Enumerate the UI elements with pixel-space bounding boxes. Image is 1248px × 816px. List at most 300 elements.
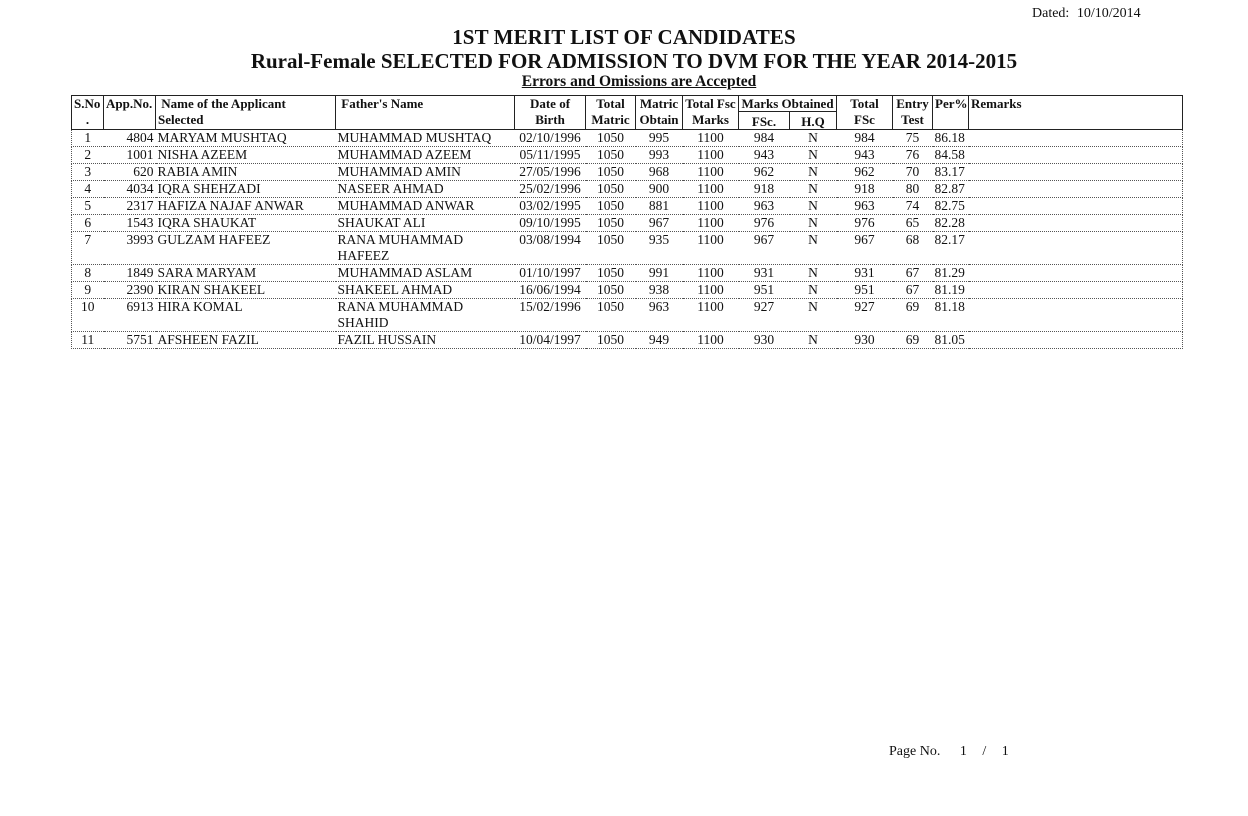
col-header-total-fsc-marks-line2: Marks [683,112,739,130]
cell-mobtain [636,198,683,215]
cell-app-text: 620 [133,164,154,179]
page-separator: / [982,744,987,759]
cell-hq-text: N [808,215,818,230]
table-row [72,232,1183,265]
dated-label: Dated: [1032,6,1070,21]
cell-dob-text: 02/10/1996 [519,130,581,145]
cell-entry [893,147,933,164]
cell-tmatric [586,147,636,164]
cell-sno [72,232,104,265]
cell-tfsc [683,181,739,198]
cell-per-text: 81.18 [934,299,965,314]
page-total: 1 [1001,744,1009,759]
cell-father-text: FAZIL HUSSAIN [337,332,437,347]
cell-totfsc-text: 930 [854,332,875,347]
cell-hq [790,332,837,349]
cell-totfsc [837,130,893,147]
cell-fsc-text: 951 [753,282,775,297]
cell-dob-text: 03/02/1995 [519,198,581,213]
cell-totfsc-text: 962 [854,164,875,179]
cell-father [336,147,515,164]
cell-sno-text: 8 [84,265,92,280]
col-header-entry-test: Entry [893,96,933,112]
cell-app-text: 2390 [126,282,154,297]
cell-fsc-text: 931 [753,265,775,280]
cell-app-text: 2317 [126,198,154,213]
cell-app [104,299,156,332]
merit-list-body [72,130,1183,349]
cell-remarks [969,265,1183,282]
cell-per [933,198,969,215]
cell-app [104,164,156,181]
cell-entry [893,164,933,181]
cell-mobtain-text: 935 [648,232,670,247]
cell-mobtain-text: 968 [648,164,670,179]
col-header-total-matric-line2: Matric [586,112,636,130]
col-header-total-fsc-line2: FSc [837,112,893,130]
cell-hq-text: N [808,282,818,297]
cell-father-text: SHAKEEL AHMAD [337,282,453,297]
cell-father2-text: HAFEEZ [337,248,390,263]
cell-name-text: IQRA SHAUKAT [157,215,257,230]
cell-tfsc [683,147,739,164]
cell-entry-text: 76 [905,147,920,162]
table-row [72,282,1183,299]
cell-sno [72,147,104,164]
cell-tfsc-text: 1100 [697,181,724,196]
cell-dob [515,215,586,232]
cell-totfsc-text: 918 [854,181,875,196]
cell-father-text: RANA MUHAMMAD [337,232,464,247]
cell-tfsc-text: 1100 [697,198,724,213]
cell-per [933,164,969,181]
cell-totfsc [837,282,893,299]
col-header-total-fsc-marks: Total Fsc [683,96,739,112]
cell-app-text: 1001 [126,147,154,162]
cell-entry-text: 65 [905,215,920,230]
cell-app-text: 3993 [126,232,154,247]
page-number [889,744,1009,760]
col-header-total-matric: Total [586,96,636,112]
cell-tmatric [586,181,636,198]
cell-sno-text: 9 [84,282,92,297]
cell-entry [893,215,933,232]
cell-remarks [969,147,1183,164]
cell-tmatric [586,265,636,282]
cell-dob [515,332,586,349]
cell-per-text: 82.75 [934,198,965,213]
table-row [72,215,1183,232]
cell-mobtain [636,215,683,232]
cell-tmatric [586,299,636,332]
cell-app-text: 5751 [126,332,154,347]
cell-hq [790,198,837,215]
cell-entry-text: 69 [905,299,920,314]
cell-app [104,282,156,299]
cell-dob [515,147,586,164]
cell-hq-text: N [808,147,818,162]
cell-father-text: SHAUKAT ALI [337,215,426,230]
table-row [72,181,1183,198]
cell-father [336,198,515,215]
cell-entry-text: 74 [905,198,920,213]
cell-per [933,232,969,265]
cell-dob-text: 15/02/1996 [519,299,581,314]
cell-totfsc [837,164,893,181]
cell-mobtain-text: 993 [648,147,670,162]
cell-totfsc-text: 963 [854,198,875,213]
cell-sno-text: 1 [84,130,92,145]
cell-tmatric [586,198,636,215]
col-header-sno-dot: . [72,112,104,130]
cell-dob-text: 27/05/1996 [519,164,581,179]
document-title: 1ST MERIT LIST OF CANDIDATES [452,25,796,49]
cell-remarks [969,299,1183,332]
cell-entry [893,265,933,282]
cell-entry [893,299,933,332]
cell-name-text: NISHA AZEEM [157,147,248,162]
document-subtitle: Rural-Female SELECTED FOR ADMISSION TO DVM FOR THE YEAR 2014-2015 [250,49,1018,73]
cell-fsc [739,332,790,349]
cell-father [336,164,515,181]
cell-tfsc [683,265,739,282]
cell-tfsc [683,130,739,147]
cell-entry-text: 68 [905,232,920,247]
cell-father-text: MUHAMMAD AMIN [337,164,461,179]
cell-sno [72,198,104,215]
cell-mobtain-text: 967 [648,215,670,230]
cell-dob [515,198,586,215]
cell-tmatric [586,130,636,147]
cell-sno-text: 4 [84,181,92,196]
cell-tfsc-text: 1100 [697,332,724,347]
cell-sno [72,282,104,299]
cell-tfsc-text: 1100 [697,299,724,314]
cell-fsc-text: 963 [753,198,775,213]
cell-father-text: MUHAMMAD ASLAM [337,265,473,280]
cell-mobtain [636,265,683,282]
cell-dob [515,299,586,332]
cell-totfsc-text: 951 [854,282,875,297]
col-header-fsc: FSc. [739,112,790,130]
cell-hq [790,181,837,198]
cell-tfsc [683,282,739,299]
cell-remarks [969,198,1183,215]
cell-sno [72,181,104,198]
cell-father2-text: SHAHID [337,315,389,330]
cell-totfsc [837,265,893,282]
cell-entry-text: 69 [905,332,920,347]
cell-remarks [969,130,1183,147]
cell-per [933,215,969,232]
cell-dob-text: 03/08/1994 [519,232,581,247]
cell-app [104,181,156,198]
cell-tmatric-text: 1050 [597,299,624,314]
cell-tfsc-text: 1100 [697,164,724,179]
cell-sno-text: 2 [84,147,92,162]
cell-mobtain [636,181,683,198]
cell-tmatric-text: 1050 [597,130,624,145]
cell-father [336,215,515,232]
page-current: 1 [959,744,967,759]
cell-sno [72,215,104,232]
cell-app-text: 4804 [126,130,154,145]
table-row [72,147,1183,164]
cell-tfsc-text: 1100 [697,282,724,297]
cell-hq [790,164,837,181]
cell-per-text: 82.28 [934,215,965,230]
cell-tmatric [586,215,636,232]
cell-sno [72,164,104,181]
cell-dob-text: 16/06/1994 [519,282,581,297]
cell-entry [893,181,933,198]
table-row [72,130,1183,147]
dated-stamp [1032,6,1141,22]
cell-hq-text: N [808,299,818,314]
cell-father [336,232,515,265]
cell-name [156,198,336,215]
cell-father-text: MUHAMMAD AZEEM [337,147,472,162]
cell-entry-text: 75 [905,130,920,145]
col-header-remarks-blank [969,112,1183,130]
cell-name [156,232,336,265]
col-header-sno: S.No [72,96,104,112]
page-label: Page No. [889,744,941,759]
cell-name [156,332,336,349]
cell-totfsc [837,198,893,215]
cell-sno-text: 10 [81,299,95,314]
cell-dob [515,265,586,282]
cell-mobtain-text: 995 [648,130,670,145]
cell-per-text: 86.18 [934,130,965,145]
cell-totfsc-text: 931 [854,265,875,280]
cell-per-text: 81.19 [934,282,965,297]
cell-name-text: GULZAM HAFEEZ [157,232,271,247]
cell-name [156,164,336,181]
cell-per-text: 83.17 [934,164,965,179]
cell-mobtain-text: 949 [648,332,670,347]
cell-fsc-text: 927 [753,299,775,314]
cell-name [156,147,336,164]
cell-fsc [739,282,790,299]
cell-father [336,282,515,299]
cell-mobtain [636,232,683,265]
cell-hq-text: N [808,181,818,196]
cell-hq-text: N [808,265,818,280]
cell-mobtain-text: 963 [648,299,670,314]
cell-dob [515,181,586,198]
table-row [72,332,1183,349]
cell-app-text: 1543 [126,215,154,230]
col-header-total-fsc: Total [837,96,893,112]
cell-father [336,332,515,349]
cell-tfsc [683,232,739,265]
cell-tfsc [683,299,739,332]
cell-sno-text: 3 [84,164,92,179]
cell-per-text: 81.29 [934,265,965,280]
cell-fsc [739,164,790,181]
cell-hq-text: N [808,332,818,347]
cell-tfsc [683,164,739,181]
cell-fsc [739,198,790,215]
cell-fsc [739,299,790,332]
cell-father-text: RANA MUHAMMAD [337,299,464,314]
cell-hq-text: N [808,232,818,247]
cell-hq-text: N [808,198,818,213]
cell-app [104,215,156,232]
dated-value: 10/10/2014 [1076,6,1141,21]
cell-tmatric [586,282,636,299]
table-row [72,164,1183,181]
cell-name-text: IQRA SHEHZADI [157,181,261,196]
cell-entry [893,198,933,215]
cell-per-text: 82.17 [934,232,965,247]
cell-fsc [739,181,790,198]
cell-mobtain-text: 938 [648,282,670,297]
cell-tmatric [586,164,636,181]
table-row [72,265,1183,282]
cell-mobtain [636,282,683,299]
cell-totfsc-text: 967 [854,232,875,247]
cell-dob-text: 01/10/1997 [519,265,581,280]
cell-name-text: AFSHEEN FAZIL [157,332,259,347]
cell-mobtain [636,147,683,164]
cell-app [104,130,156,147]
cell-app [104,232,156,265]
cell-tmatric-text: 1050 [597,164,624,179]
cell-father [336,299,515,332]
col-header-appno: App.No. [104,96,156,112]
cell-fsc-text: 967 [753,232,775,247]
cell-father-text: MUHAMMAD ANWAR [337,198,475,213]
cell-mobtain [636,164,683,181]
col-header-percent: Per% [933,96,969,112]
cell-name-text: MARYAM MUSHTAQ [157,130,287,145]
cell-tfsc-text: 1100 [697,130,724,145]
cell-app-text: 1849 [126,265,154,280]
cell-tmatric-text: 1050 [597,265,624,280]
cell-sno-text: 6 [84,215,92,230]
cell-tfsc [683,215,739,232]
cell-sno [72,299,104,332]
cell-app-text: 4034 [126,181,154,196]
cell-remarks [969,232,1183,265]
cell-name-text: RABIA AMIN [157,164,238,179]
cell-remarks [969,282,1183,299]
cell-tfsc-text: 1100 [697,232,724,247]
cell-fsc-text: 962 [753,164,775,179]
cell-dob-text: 05/11/1995 [519,147,581,162]
cell-tmatric [586,232,636,265]
cell-tmatric-text: 1050 [597,332,624,347]
col-header-hq: H.Q [790,112,837,130]
cell-totfsc-text: 984 [854,130,875,145]
col-header-percent-blank [933,112,969,130]
col-header-dob-line2: Birth [515,112,586,130]
cell-name [156,265,336,282]
cell-sno [72,265,104,282]
cell-mobtain [636,130,683,147]
cell-hq [790,232,837,265]
table-row [72,198,1183,215]
cell-fsc [739,130,790,147]
cell-remarks [969,181,1183,198]
cell-entry [893,232,933,265]
cell-per [933,147,969,164]
cell-tmatric-text: 1050 [597,215,624,230]
cell-totfsc-text: 927 [854,299,875,314]
cell-tmatric-text: 1050 [597,147,624,162]
cell-app [104,198,156,215]
cell-entry-text: 67 [905,265,920,280]
cell-entry-text: 80 [905,181,920,196]
cell-tfsc [683,198,739,215]
cell-totfsc [837,299,893,332]
cell-per [933,181,969,198]
cell-app-text: 6913 [126,299,154,314]
cell-totfsc [837,215,893,232]
cell-hq-text: N [808,164,818,179]
col-header-marks-obtained: Marks Obtained [739,96,837,112]
cell-hq [790,215,837,232]
cell-dob-text: 09/10/1995 [519,215,581,230]
cell-fsc [739,232,790,265]
cell-per-text: 84.58 [934,147,965,162]
cell-app [104,265,156,282]
cell-dob-text: 10/04/1997 [519,332,581,347]
col-header-father-blank [336,112,515,130]
cell-tmatric-text: 1050 [597,181,624,196]
cell-tfsc [683,332,739,349]
cell-fsc-text: 976 [753,215,775,230]
cell-dob [515,282,586,299]
cell-mobtain-text: 991 [648,265,670,280]
cell-entry-text: 67 [905,282,920,297]
cell-sno-text: 7 [84,232,92,247]
cell-father-text: MUHAMMAD MUSHTAQ [337,130,492,145]
cell-remarks [969,215,1183,232]
cell-name [156,299,336,332]
cell-fsc-text: 918 [753,181,775,196]
cell-fsc [739,215,790,232]
cell-per [933,299,969,332]
cell-hq [790,130,837,147]
cell-entry [893,332,933,349]
cell-tfsc-text: 1100 [697,265,724,280]
cell-dob-text: 25/02/1996 [519,181,581,196]
cell-tmatric-text: 1050 [597,232,624,247]
cell-name [156,130,336,147]
cell-name-text: KIRAN SHAKEEL [157,282,266,297]
cell-sno [72,332,104,349]
cell-name [156,181,336,198]
cell-fsc-text: 930 [753,332,775,347]
cell-per [933,265,969,282]
cell-mobtain [636,332,683,349]
cell-father [336,130,515,147]
cell-per-text: 81.05 [934,332,965,347]
cell-hq [790,282,837,299]
cell-entry [893,130,933,147]
col-header-name: Name of the Applicant [156,96,336,112]
cell-totfsc [837,332,893,349]
cell-father-text: NASEER AHMAD [337,181,444,196]
cell-entry-text: 70 [905,164,920,179]
cell-sno-text: 5 [84,198,92,213]
cell-remarks [969,164,1183,181]
cell-name-text: HAFIZA NAJAF ANWAR [157,198,304,213]
disclaimer-note: Errors and Omissions are Accepted [521,73,757,90]
